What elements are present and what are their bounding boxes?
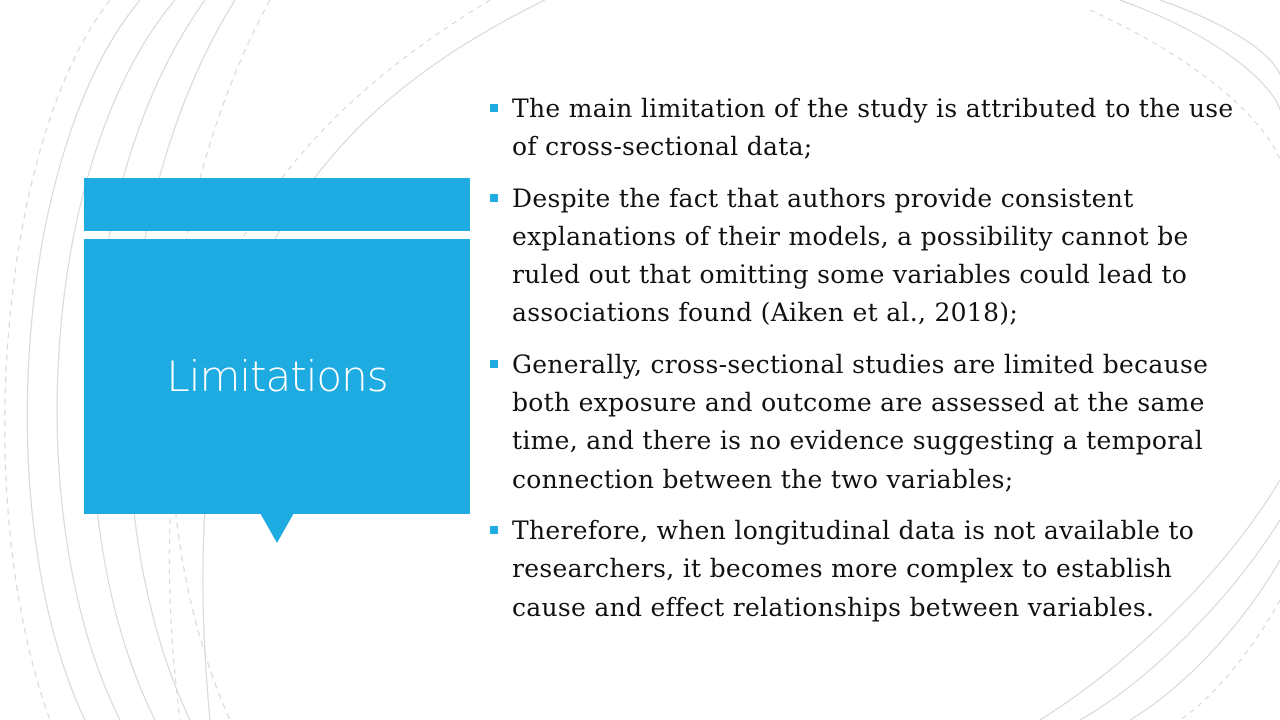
square-bullet-icon (490, 526, 498, 534)
bullet-item (488, 512, 1248, 627)
bullet-item (488, 346, 1248, 499)
square-bullet-icon (490, 360, 498, 368)
title-box (84, 239, 470, 514)
bullet-text: Generally, cross-sectional studies are limited because both exposure and outcome are assessed at the same time, and there is no evidence suggesting a temporal connection between the two variables; (512, 349, 1209, 494)
bullet-list (488, 90, 1248, 640)
slide-title: Limitations (166, 352, 388, 401)
bullet-text: Therefore, when longitudinal data is not available to researchers, it becomes more complex to establish cause and effect relationships between variables. (512, 515, 1195, 622)
title-accent-bar (84, 178, 470, 231)
bullet-text: Despite the fact that authors provide consistent explanations of their models, a possibility cannot be ruled out that omitting some variables could lead to associations found (Aiken et al., 2018); (512, 183, 1189, 328)
square-bullet-icon (490, 104, 498, 112)
bullet-item (488, 90, 1248, 167)
square-bullet-icon (490, 194, 498, 202)
title-pointer (260, 513, 294, 543)
bullet-item (488, 180, 1248, 333)
bullet-text: The main limitation of the study is attributed to the use of cross-sectional data; (512, 94, 1234, 162)
